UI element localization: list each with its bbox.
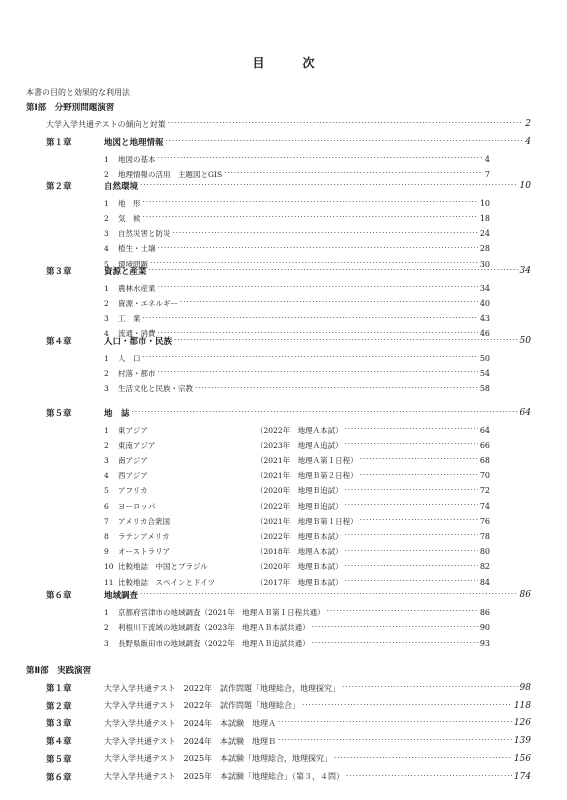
section-item <box>0 483 567 499</box>
section-title: 東南アジア <box>118 440 156 450</box>
page-number: 68 <box>479 455 490 465</box>
dot-leader <box>158 243 478 255</box>
practice-chapter-row <box>0 698 567 714</box>
intro-line <box>0 84 567 100</box>
section-title: ヨーロッパ <box>118 501 156 511</box>
chapter-row <box>0 587 567 603</box>
section-item <box>0 226 567 242</box>
section-title: 京都府宮津市の地域調査（2021年 地理ＡＢ第１日程共通） <box>118 607 325 617</box>
page-number: 84 <box>479 577 490 587</box>
section-number: 5 <box>104 259 109 269</box>
page-number: 43 <box>479 314 490 324</box>
page-number: 74 <box>479 501 490 511</box>
dot-leader <box>345 424 478 436</box>
section-number: 2 <box>104 368 109 378</box>
page-number: 66 <box>479 440 490 450</box>
chapter-label: 第１章 <box>46 684 72 694</box>
page-number: 86 <box>519 590 531 600</box>
section-item <box>0 151 567 167</box>
section-number: 3 <box>104 455 109 465</box>
section-item <box>0 311 567 327</box>
section-number: 5 <box>104 486 109 496</box>
page-number: 34 <box>519 266 531 276</box>
dot-leader <box>143 197 478 209</box>
exam-source: （2022年 地理Ｂ本試） <box>256 531 343 541</box>
section-title: 地理情報の活用 主題図とGIS <box>118 169 223 179</box>
part2-spacer <box>49 664 58 676</box>
section-title: 村落・都市 <box>118 368 156 378</box>
chapter-label: 第５章 <box>46 409 72 419</box>
section-title: アメリカ合衆国 <box>118 516 170 526</box>
page-title <box>0 54 567 71</box>
section-number: 3 <box>104 229 109 239</box>
chapter-title: 人口・都市・民族 <box>104 337 173 347</box>
section-number: 3 <box>104 639 109 649</box>
page-number: 18 <box>479 213 490 223</box>
section-item <box>0 241 567 257</box>
part2-label: 第Ⅱ部 <box>26 666 49 676</box>
page-number: 80 <box>479 547 490 557</box>
guide-text: 大学入学共通テストの傾向と対策 <box>46 119 166 129</box>
page-number: 54 <box>479 368 490 378</box>
chapter-label: 第５章 <box>46 754 72 765</box>
exam-source: （2022年 地理Ｂ追試） <box>256 501 343 511</box>
section-number: 2 <box>104 213 109 223</box>
section-number: 4 <box>104 471 109 481</box>
section-title: 比較地誌 中国とブラジル <box>118 562 208 572</box>
exam-source: （2023年 地理Ａ追試） <box>256 440 343 450</box>
section-item <box>0 422 567 438</box>
section-title: アフリカ <box>118 486 148 496</box>
section-item <box>0 636 567 652</box>
page-number: 46 <box>479 329 490 339</box>
section-title: 農林水産業 <box>118 283 156 293</box>
page-number: 78 <box>479 531 490 541</box>
dot-leader <box>180 297 478 309</box>
section-number: 1 <box>104 607 109 617</box>
dot-leader <box>140 589 518 601</box>
dot-leader <box>312 638 478 650</box>
dot-leader <box>158 153 483 165</box>
section-item <box>0 604 567 620</box>
title-char-1: 目 <box>252 56 265 70</box>
section-number: 2 <box>104 298 109 308</box>
section-title: 植生・土壌 <box>118 244 156 254</box>
dot-leader <box>195 383 478 395</box>
page-number: 10 <box>519 181 531 191</box>
chapter-label: 第２章 <box>46 701 72 712</box>
section-item <box>0 452 567 468</box>
practice-title: 大学入学共通テスト 2024年 本試験 地理Ｂ <box>104 736 277 746</box>
section-title: 利根川下流域の地域調査（2023年 地理ＡＢ本試共通） <box>118 623 310 633</box>
section-number: 1 <box>104 353 109 363</box>
dot-leader <box>149 265 518 277</box>
page-number: 24 <box>479 229 490 239</box>
section-number: 6 <box>104 501 109 511</box>
section-number: 2 <box>104 440 109 450</box>
dot-leader <box>278 717 512 729</box>
dot-leader <box>168 118 524 130</box>
dot-leader <box>312 622 478 634</box>
chapter-label: 第３章 <box>46 267 72 277</box>
chapter-label: 第１章 <box>46 138 72 148</box>
page-number: 64 <box>479 425 490 435</box>
page-number: 4 <box>525 137 531 147</box>
section-item <box>0 620 567 636</box>
page-number: 34 <box>479 283 490 293</box>
dot-leader <box>158 282 478 294</box>
part1-heading <box>0 99 567 115</box>
dot-leader <box>143 212 478 224</box>
section-item <box>0 280 567 296</box>
page-number: 30 <box>479 259 490 269</box>
chapter-label: 第４章 <box>46 737 72 748</box>
practice-title: 大学入学共通テスト 2025年 本試験「地理総合」（第３，４問） <box>104 772 345 781</box>
section-title: 流通・消費 <box>118 329 156 339</box>
practice-chapter-row <box>0 751 567 767</box>
dot-leader <box>345 500 478 512</box>
page-number: 64 <box>519 408 531 418</box>
page-number: 90 <box>479 623 490 633</box>
page-number: 7 <box>484 169 490 179</box>
section-number: 1 <box>104 283 109 293</box>
practice-chapter-row <box>0 715 567 731</box>
chapter-label: 第６章 <box>46 591 72 601</box>
dot-leader <box>174 335 518 347</box>
dot-leader <box>345 530 478 542</box>
exam-source: （2020年 地理Ｂ追試） <box>256 486 343 496</box>
chapter-row <box>0 178 567 194</box>
chapter-row <box>0 405 567 421</box>
page-number: 72 <box>479 486 490 496</box>
section-number: 1 <box>104 154 109 164</box>
section-title: 自然災害と防災 <box>118 229 171 239</box>
section-number: 2 <box>104 169 109 179</box>
part1-title: 分野別問題演習 <box>54 103 115 113</box>
page-number: 2 <box>525 119 531 129</box>
practice-title: 大学入学共通テスト 2022年 試作問題「地理総合，地理探究」 <box>104 683 341 693</box>
guide-line <box>0 116 567 132</box>
intro-text: 本書の目的と効果的な利用法 <box>26 87 130 97</box>
page-number: 40 <box>479 298 490 308</box>
page-number: 118 <box>513 700 531 711</box>
exam-source: （2017年 地理Ｂ本試） <box>256 577 343 587</box>
chapter-label: 第３章 <box>46 719 72 730</box>
chapter-title: 地図と地理情報 <box>104 138 164 148</box>
section-item <box>0 350 567 366</box>
section-item <box>0 513 567 529</box>
section-item <box>0 210 567 226</box>
dot-leader <box>345 439 478 451</box>
dot-leader <box>360 470 478 482</box>
section-title: 地図の基本 <box>118 154 156 164</box>
page-number: 126 <box>513 718 531 729</box>
section-item <box>0 544 567 560</box>
page-number: 93 <box>479 639 490 649</box>
page-number: 98 <box>519 683 531 693</box>
chapter-label: 第４章 <box>46 337 72 347</box>
section-title: 気 候 <box>118 213 141 223</box>
practice-chapter-row <box>0 733 567 749</box>
part2-heading <box>0 662 567 678</box>
page-number: 139 <box>513 736 531 747</box>
practice-title: 大学入学共通テスト 2022年 試作問題「地理総合」 <box>104 701 301 711</box>
section-title: 人 口 <box>118 353 141 363</box>
dot-leader <box>345 546 478 558</box>
section-title: オーストラリア <box>118 547 171 557</box>
dot-leader <box>158 367 478 379</box>
dot-leader <box>345 485 478 497</box>
dot-leader <box>360 515 478 527</box>
page-number: 58 <box>479 384 490 394</box>
section-title: 環境問題 <box>118 259 148 269</box>
section-title: 工 業 <box>118 314 141 324</box>
page-number: 76 <box>479 516 490 526</box>
section-title: ラテンアメリカ <box>118 531 170 541</box>
title-char-2: 次 <box>302 56 315 70</box>
part2-title: 実践演習 <box>57 666 92 676</box>
chapter-title: 地域調査 <box>104 591 139 601</box>
section-item <box>0 468 567 484</box>
chapter-row <box>0 333 567 349</box>
page-number: 86 <box>479 607 490 617</box>
page-number: 156 <box>513 753 531 764</box>
section-title: 地 形 <box>118 198 141 208</box>
practice-title: 大学入学共通テスト 2024年 本試験 地理Ａ <box>104 718 277 728</box>
section-number: 8 <box>104 531 109 541</box>
dot-leader <box>346 771 512 783</box>
section-title: 南アジア <box>118 455 148 465</box>
section-title: 資源・エネルギー <box>118 298 178 308</box>
section-item <box>0 195 567 211</box>
section-item <box>0 365 567 381</box>
dot-leader <box>132 407 518 419</box>
dot-leader <box>140 180 518 192</box>
section-number: 1 <box>104 425 109 435</box>
practice-chapter-row <box>0 769 567 785</box>
section-title: 長野県飯田市の地域調査（2022年 地理ＡＢ追試共通） <box>118 639 310 649</box>
page-number: 4 <box>484 154 490 164</box>
part1-label: 第Ⅰ部 <box>26 103 47 113</box>
exam-source: （2021年 地理Ａ第１日程） <box>256 455 358 465</box>
dot-leader <box>143 352 478 364</box>
section-number: 4 <box>104 329 109 339</box>
exam-source: （2020年 地理Ｂ本試） <box>256 562 343 572</box>
exam-source: （2022年 地理Ａ本試） <box>256 425 343 435</box>
section-number: 3 <box>104 314 109 324</box>
page-number: 50 <box>479 353 490 363</box>
section-number: 9 <box>104 547 109 557</box>
exam-source: （2021年 地理Ｂ第１日程） <box>256 516 358 526</box>
section-item <box>0 381 567 397</box>
section-title: 比較地誌 スペインとドイツ <box>118 577 216 587</box>
chapter-title: 自然環境 <box>104 182 139 192</box>
dot-leader <box>143 313 478 325</box>
dot-leader <box>360 454 478 466</box>
dot-leader <box>345 561 478 573</box>
dot-leader <box>166 136 524 148</box>
part1-spacer <box>46 101 55 113</box>
section-number: 2 <box>104 623 109 633</box>
section-item <box>0 498 567 514</box>
chapter-title: 地 誌 <box>104 409 130 419</box>
page-number: 10 <box>479 198 490 208</box>
page-number: 50 <box>519 336 531 346</box>
section-number: 4 <box>104 244 109 254</box>
chapter-row <box>0 134 567 150</box>
section-title: 東アジア <box>118 425 148 435</box>
dot-leader <box>342 682 518 694</box>
section-title: 生活文化と民族・宗教 <box>118 384 193 394</box>
section-number: 11 <box>104 577 114 587</box>
practice-title: 大学入学共通テスト 2025年 本試験「地理総合，地理探究」 <box>104 754 333 764</box>
page-number: 70 <box>479 471 490 481</box>
practice-chapter-row <box>0 680 567 696</box>
section-item <box>0 528 567 544</box>
section-number: 3 <box>104 384 109 394</box>
section-item <box>0 437 567 453</box>
page-number: 174 <box>513 771 531 782</box>
page-number: 28 <box>479 244 490 254</box>
dot-leader <box>334 753 512 765</box>
section-title: 西アジア <box>118 471 148 481</box>
section-item <box>0 295 567 311</box>
exam-source: （2018年 地理Ａ本試） <box>256 547 343 557</box>
dot-leader <box>302 700 512 712</box>
dot-leader <box>278 735 512 747</box>
section-number: 7 <box>104 516 109 526</box>
dot-leader <box>173 228 478 240</box>
chapter-title: 資源と産業 <box>104 267 147 277</box>
exam-source: （2021年 地理Ｂ第２日程） <box>256 471 358 481</box>
page-number: 82 <box>479 562 490 572</box>
section-number: 1 <box>104 198 109 208</box>
section-item <box>0 559 567 575</box>
chapter-label: 第２章 <box>46 182 72 192</box>
section-number: 10 <box>104 562 114 572</box>
chapter-row <box>0 263 567 279</box>
chapter-label: 第６章 <box>46 772 72 783</box>
dot-leader <box>327 606 478 618</box>
